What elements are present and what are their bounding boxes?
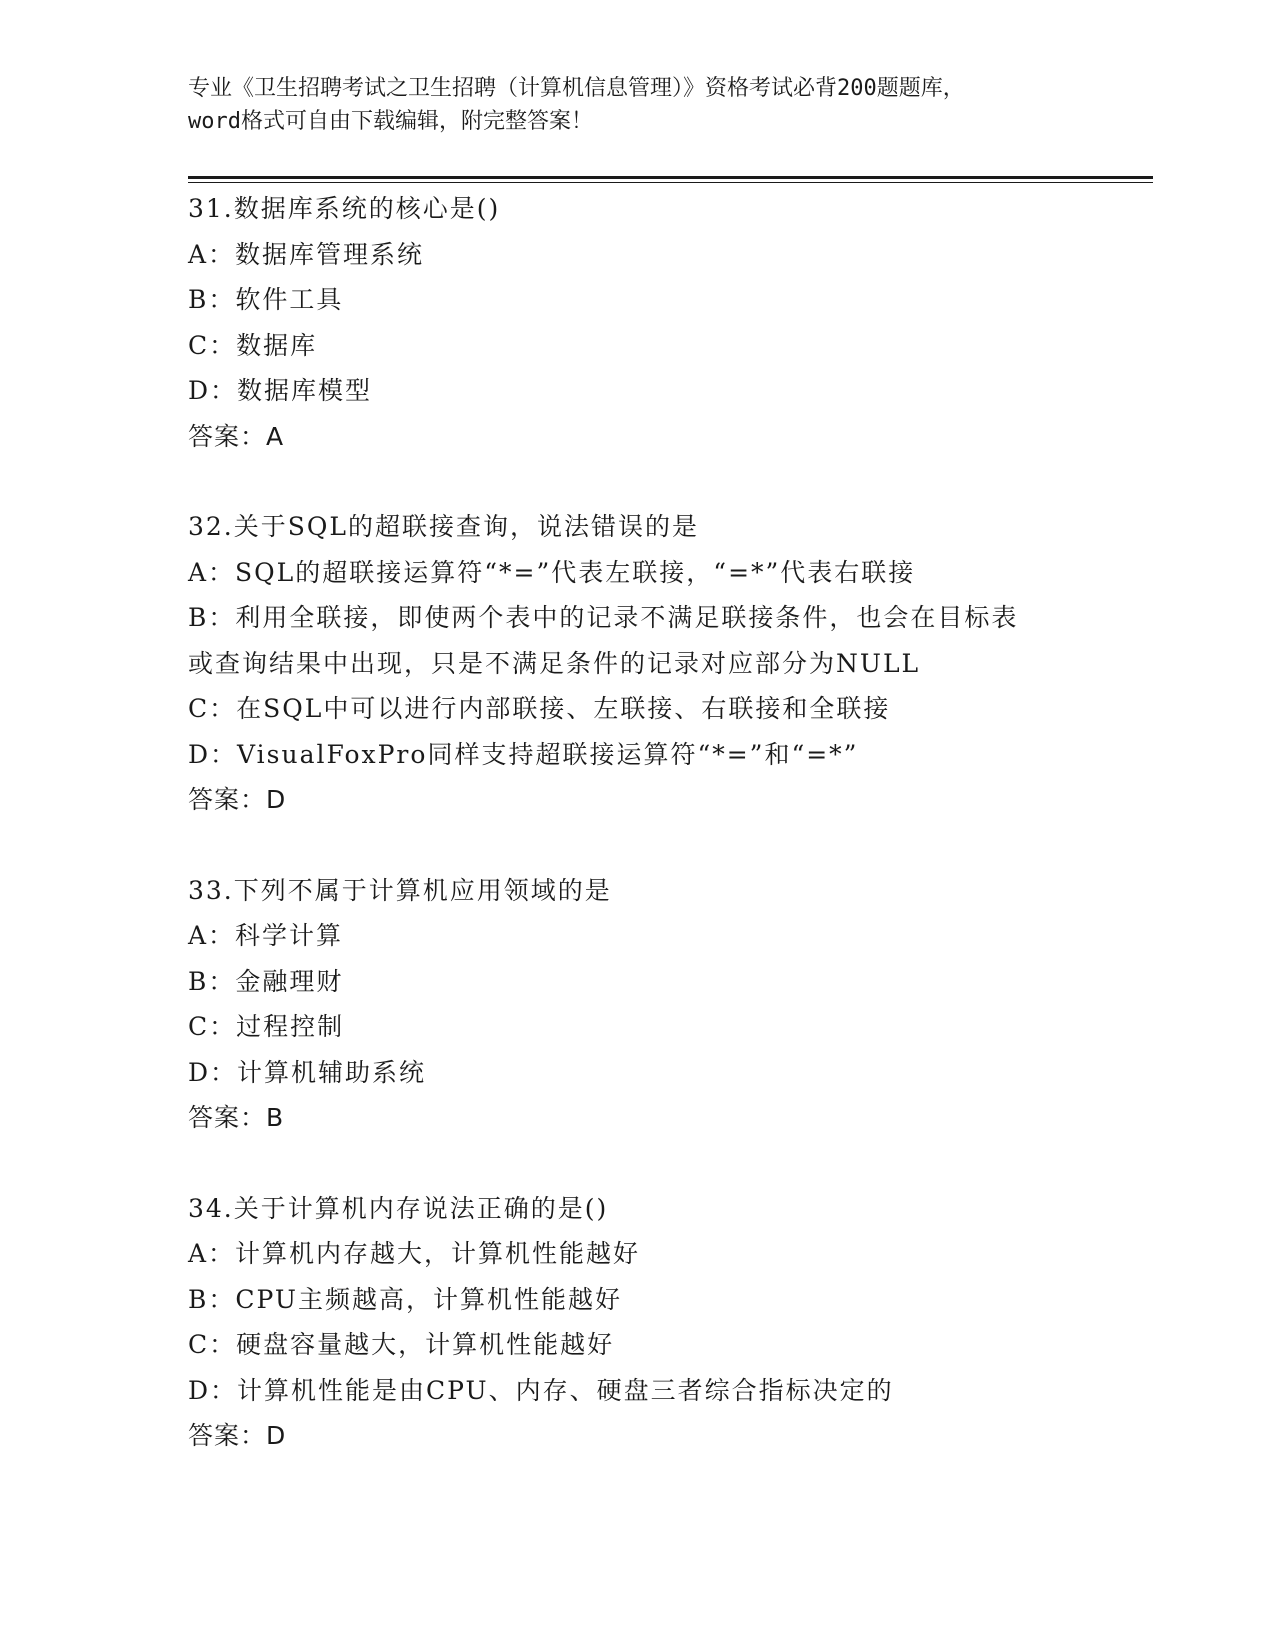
- question-list: [188, 186, 1088, 1504]
- answer-line: 答案：D: [188, 1421, 287, 1450]
- option-a: A：科学计算: [188, 921, 344, 950]
- header-divider-thick: [188, 176, 1153, 179]
- option-d: D：计算机辅助系统: [188, 1057, 427, 1087]
- question-33: [188, 868, 1088, 1141]
- option-c: C：过程控制: [188, 1012, 345, 1041]
- document-header: [188, 72, 1088, 138]
- question-stem: 31.数据库系统的核心是(): [188, 194, 501, 223]
- option-b: B：金融理财: [188, 966, 344, 996]
- header-title-line: 专业《卫生招聘考试之卫生招聘（计算机信息管理）》资格考试必背200题题库，: [188, 76, 965, 101]
- question-31: [188, 186, 1088, 459]
- option-c: C：数据库: [188, 330, 318, 360]
- option-d: D：计算机性能是由CPU、内存、硬盘三者综合指标决定的: [188, 1375, 894, 1405]
- option-d: D：数据库模型: [188, 376, 373, 405]
- option-c: C：在SQL中可以进行内部联接、左联接、右联接和全联接: [188, 694, 891, 723]
- option-d: D：VisualFoxPro同样支持超联接运算符“*=”和“=*”: [188, 739, 859, 769]
- option-b-continued: 或查询结果中出现，只是不满足条件的记录对应部分为NULL: [188, 648, 921, 678]
- answer-line: 答案：D: [188, 785, 287, 814]
- question-stem: 34.关于计算机内存说法正确的是(): [188, 1193, 609, 1223]
- option-b: B：利用全联接，即使两个表中的记录不满足联接条件，也会在目标表: [188, 603, 1019, 632]
- option-b: B：CPU主频越高，计算机性能越好: [188, 1284, 622, 1314]
- answer-line: 答案：B: [188, 1103, 285, 1132]
- header-subtitle-line: word格式可自由下载编辑，附完整答案！: [188, 109, 593, 134]
- question-stem: 32.关于SQL的超联接查询，说法错误的是: [188, 512, 699, 541]
- answer-line: 答案：A: [188, 421, 285, 451]
- header-divider-thin: [188, 182, 1153, 183]
- option-c: C：硬盘容量越大，计算机性能越好: [188, 1330, 615, 1359]
- question-32: [188, 504, 1088, 823]
- question-34: [188, 1186, 1088, 1459]
- option-a: A：数据库管理系统: [188, 239, 425, 269]
- option-b: B：软件工具: [188, 285, 344, 314]
- option-a: A：SQL的超联接运算符“*=”代表左联接，“=*”代表右联接: [188, 557, 916, 587]
- option-a: A：计算机内存越大，计算机性能越好: [188, 1239, 641, 1268]
- question-stem: 33.下列不属于计算机应用领域的是: [188, 875, 612, 905]
